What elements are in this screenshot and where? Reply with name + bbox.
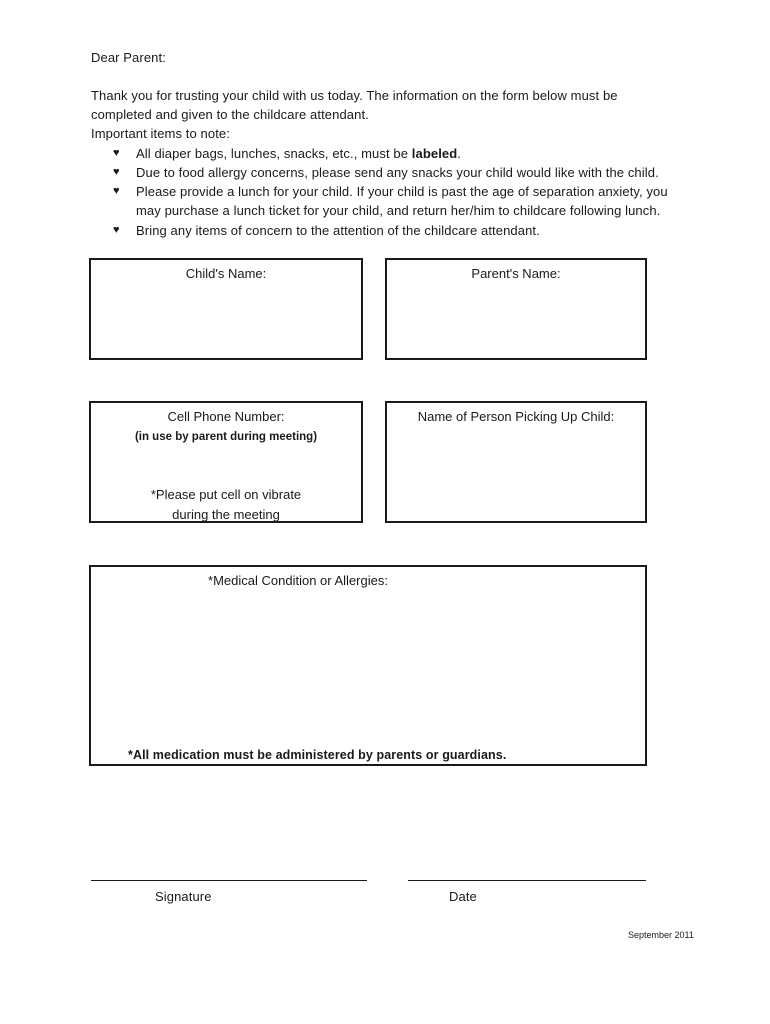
bullet-item: Due to food allergy concerns, please send any snacks your child would like with the child. bbox=[136, 165, 659, 180]
cell-vibrate-note-2: during the meeting bbox=[172, 507, 280, 522]
bullet-item: Please provide a lunch for your child. If your child is past the age of separation anxiety, you bbox=[136, 184, 668, 199]
bullet-item: All diaper bags, lunches, snacks, etc., must be labeled. bbox=[136, 146, 461, 161]
medical-allergies-field[interactable] bbox=[89, 565, 647, 766]
heart-bullet-icon: ♥ bbox=[113, 224, 120, 236]
heart-bullet-icon: ♥ bbox=[113, 185, 120, 197]
child-name-label: Child's Name: bbox=[185, 266, 267, 281]
child-name-field[interactable] bbox=[89, 258, 363, 360]
medication-note: *All medication must be administered by parents or guardians. bbox=[128, 748, 507, 762]
parent-name-label: Parent's Name: bbox=[471, 266, 561, 281]
bullet-item: Bring any items of concern to the attention of the childcare attendant. bbox=[136, 223, 540, 238]
signature-label: Signature bbox=[155, 889, 212, 904]
medical-label: *Medical Condition or Allergies: bbox=[208, 573, 388, 588]
cell-vibrate-note-1: *Please put cell on vibrate bbox=[150, 487, 302, 502]
important-heading: Important items to note: bbox=[91, 126, 230, 141]
date-line[interactable] bbox=[408, 880, 646, 881]
parent-name-field[interactable] bbox=[385, 258, 647, 360]
heart-bullet-icon: ♥ bbox=[113, 147, 120, 159]
greeting: Dear Parent: bbox=[91, 50, 166, 65]
heart-bullet-icon: ♥ bbox=[113, 166, 120, 178]
revision-date: September 2011 bbox=[628, 930, 694, 940]
cell-phone-label: Cell Phone Number: bbox=[167, 409, 285, 424]
pickup-person-label: Name of Person Picking Up Child: bbox=[417, 409, 615, 424]
pickup-person-field[interactable] bbox=[385, 401, 647, 523]
bullet-item-continuation: may purchase a lunch ticket for your child, and return her/him to childcare following lunch. bbox=[136, 203, 661, 218]
signature-line[interactable] bbox=[91, 880, 367, 881]
cell-phone-sub-label: (in use by parent during meeting) bbox=[134, 431, 318, 443]
date-label: Date bbox=[449, 889, 477, 904]
intro-line-2: completed and given to the childcare attendant. bbox=[91, 107, 369, 122]
intro-line-1: Thank you for trusting your child with us today. The information on the form below must be bbox=[91, 88, 618, 103]
cell-phone-field[interactable] bbox=[89, 401, 363, 523]
